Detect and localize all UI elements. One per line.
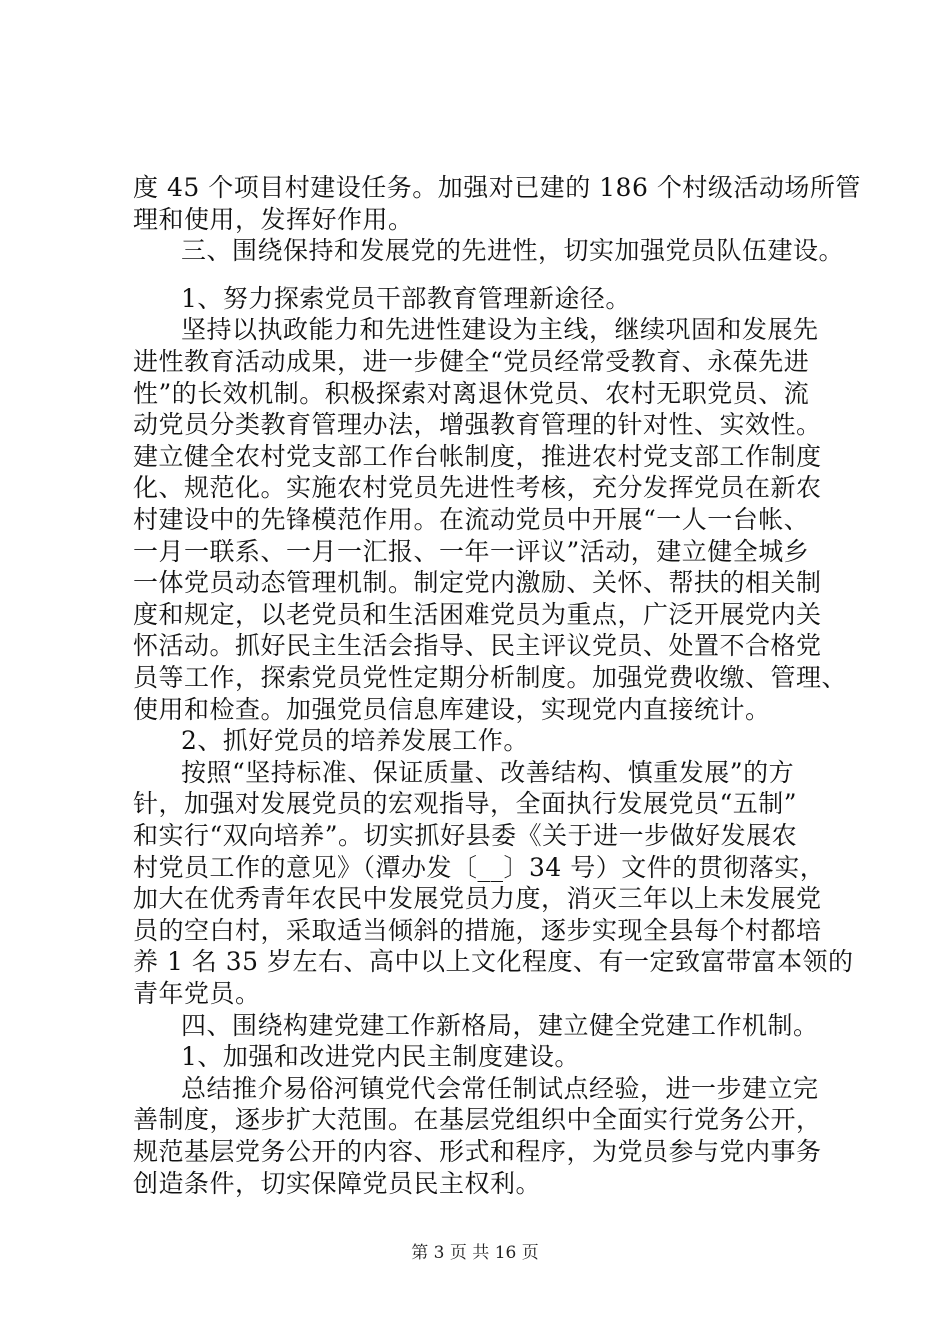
body-line: 善制度，逐步扩大范围。在基层党组织中全面实行党务公开， <box>133 1105 822 1134</box>
body-line: 养 1 名 35 岁左右、高中以上文化程度、有一定致富带富本领的 <box>133 947 854 976</box>
body-line: 一月一联系、一月一汇报、一年一评议”活动，建立健全城乡 <box>133 537 810 566</box>
body-line: 创造条件，切实保障党员民主权利。 <box>133 1169 542 1198</box>
body-line: 坚持以执政能力和先进性建设为主线，继续巩固和发展先 <box>181 315 819 344</box>
section-heading: 四、围绕构建党建工作新格局，建立健全党建工作机制。 <box>181 1011 819 1040</box>
body-line: 员等工作，探索党员党性定期分析制度。加强党费收缴、管理、 <box>133 663 848 692</box>
body-line: 度和规定，以老党员和生活困难党员为重点，广泛开展党内关 <box>133 600 822 629</box>
body-line: 性”的长效机制。积极探索对离退休党员、农村无职党员、流 <box>133 379 810 408</box>
page-number-footer: 第 3 页 共 16 页 <box>411 1243 539 1263</box>
subsection-heading: 2、抓好党员的培养发展工作。 <box>181 726 529 755</box>
body-line: 总结推介易俗河镇党代会常任制试点经验，进一步建立完 <box>181 1074 819 1103</box>
body-line: 怀活动。抓好民主生活会指导、民主评议党员、处置不合格党 <box>133 631 822 660</box>
body-line: 规范基层党务公开的内容、形式和程序，为党员参与党内事务 <box>133 1137 822 1166</box>
body-line: 和实行“双向培养”。切实抓好县委《关于进一步做好发展农 <box>133 821 798 850</box>
body-line: 按照“坚持标准、保证质量、改善结构、慎重发展”的方 <box>181 758 795 787</box>
body-line: 员的空白村，采取适当倾斜的措施，逐步实现全县每个村都培 <box>133 916 822 945</box>
body-line: 理和使用，发挥好作用。 <box>133 205 414 234</box>
body-line: 使用和检查。加强党员信息库建设，实现党内直接统计。 <box>133 695 771 724</box>
section-heading: 三、围绕保持和发展党的先进性，切实加强党员队伍建设。 <box>181 236 845 265</box>
body-line: 动党员分类教育管理办法，增强教育管理的针对性、实效性。 <box>133 410 822 439</box>
body-line: 建立健全农村党支部工作台帐制度，推进农村党支部工作制度 <box>133 442 822 471</box>
body-line: 村党员工作的意见》（潭办发〔__〕34 号）文件的贯彻落实， <box>133 853 826 882</box>
body-line: 一体党员动态管理机制。制定党内激励、关怀、帮扶的相关制 <box>133 568 822 597</box>
body-line: 村建设中的先锋模范作用。在流动党员中开展“一人一台帐、 <box>133 505 810 534</box>
body-line: 度 45 个项目村建设任务。加强对已建的 186 个村级活动场所管 <box>133 173 861 202</box>
subsection-heading: 1、加强和改进党内民主制度建设。 <box>181 1042 580 1071</box>
body-line: 青年党员。 <box>133 979 261 1008</box>
body-line: 化、规范化。实施农村党员先进性考核，充分发挥党员在新农 <box>133 473 822 502</box>
body-line: 加大在优秀青年农民中发展党员力度，消灭三年以上未发展党 <box>133 884 822 913</box>
body-line: 进性教育活动成果，进一步健全“党员经常受教育、永葆先进 <box>133 347 810 376</box>
subsection-heading: 1、努力探索党员干部教育管理新途径。 <box>181 284 631 313</box>
body-line: 针，加强对发展党员的宏观指导，全面执行发展党员“五制” <box>133 789 798 818</box>
